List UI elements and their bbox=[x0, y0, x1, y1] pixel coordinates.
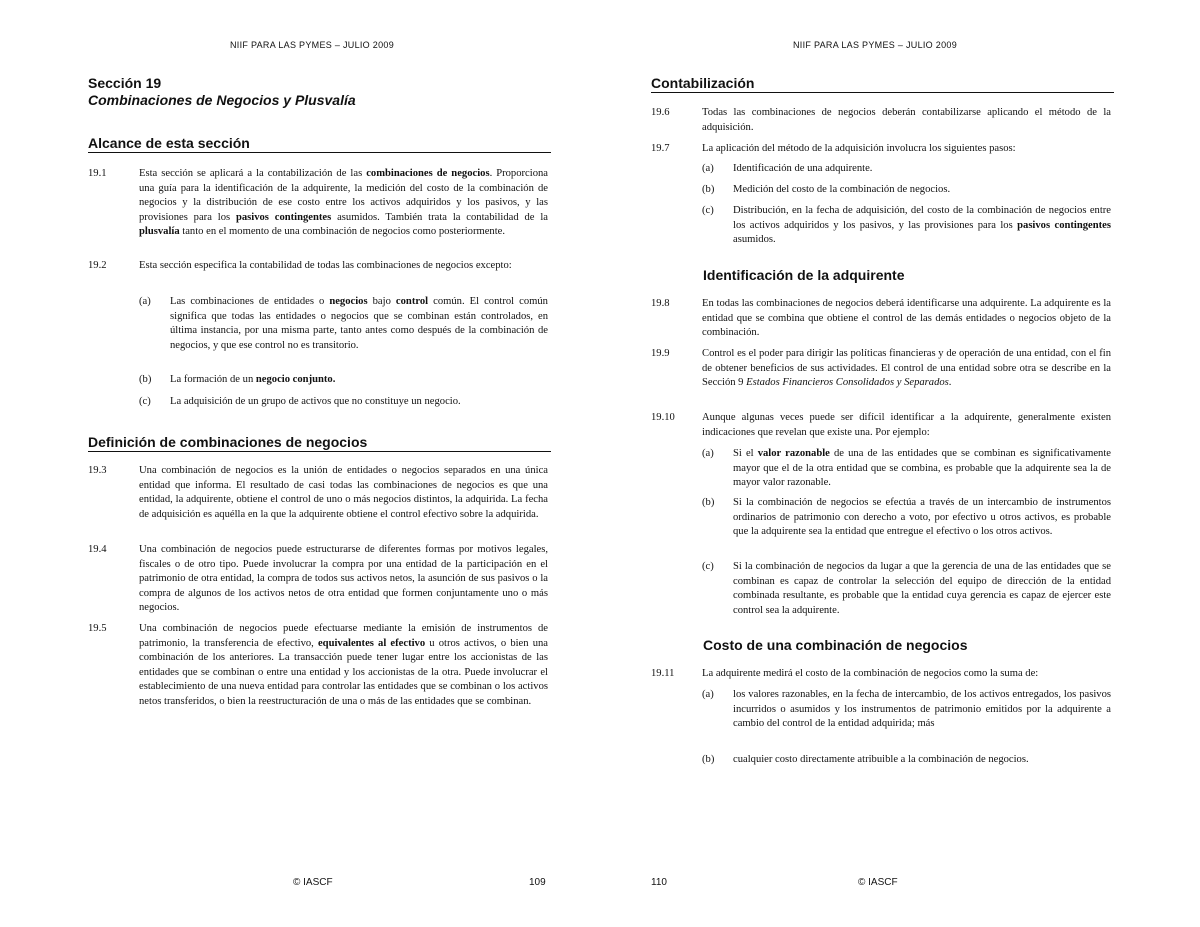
heading-contabilizacion: Contabilización bbox=[651, 75, 1114, 93]
subheading-identificacion: Identificación de la adquirente bbox=[703, 267, 905, 283]
paragraph-text: La adquirente medirá el costo de la combinación de negocios como la suma de: bbox=[702, 668, 1039, 679]
footer-copyright: © IASCF bbox=[293, 877, 333, 888]
list-text: La formación de un negocio conjunto. bbox=[170, 374, 336, 385]
paragraph-number: 19.3 bbox=[88, 465, 107, 476]
defined-term: plusvalía bbox=[139, 226, 180, 238]
list-item-19-2-a bbox=[139, 295, 548, 353]
list-item-19-7-c bbox=[702, 204, 1111, 248]
paragraph-text: Una combinación de negocios puede estructurarse de diferentes formas por motivos legales, fiscales o de otro tipo. Puede involucrar la compra por una entidad de la participación en el patrimonio de otra entidad, la compra de todos sus activos netos, la asunción de sus pasivos o la compra de algunos de los activos netos de otra entidad que formen conjuntamente uno o más negocios. bbox=[139, 544, 548, 614]
list-label: (a) bbox=[139, 296, 151, 307]
list-item-19-11-b bbox=[702, 753, 1111, 768]
list-text: Las combinaciones de entidades o negocios bajo control común. El control común significa que todas las entidades o negocios que se combinan están controlados, en última instancia, por una misma parte, tanto antes como después de la combinación de negocios, y que ese control no es transitorio. bbox=[170, 296, 548, 351]
subheading-costo: Costo de una combinación de negocios bbox=[703, 637, 968, 653]
list-text: cualquier costo directamente atribuible a la combinación de negocios. bbox=[733, 754, 1029, 765]
defined-term: combinaciones de negocios bbox=[366, 168, 490, 179]
defined-term: control bbox=[395, 296, 429, 307]
list-text: los valores razonables, en la fecha de intercambio, de los activos entregados, los pasivos incurridos o asumidos y los instrumentos de patrimonio emitidos por la adquirente a cambio del control de la entidad adquirida; más bbox=[733, 689, 1111, 730]
footer-copyright: © IASCF bbox=[858, 877, 898, 888]
defined-term: negocios bbox=[329, 296, 368, 307]
list-item-19-11-a bbox=[702, 688, 1111, 732]
paragraph-text: Aunque algunas veces puede ser difícil identificar a la adquirente, generalmente existen indicaciones que revelan que existe una. Por ejemplo: bbox=[702, 412, 1111, 438]
footer-page-number: 110 bbox=[651, 877, 667, 888]
paragraph-19-11 bbox=[651, 667, 1111, 682]
list-item-19-10-b bbox=[702, 496, 1111, 540]
paragraph-19-6 bbox=[651, 106, 1111, 135]
defined-term: valor razonable bbox=[757, 448, 830, 459]
section-number: Sección 19 bbox=[88, 75, 162, 91]
paragraph-number: 19.10 bbox=[651, 412, 675, 423]
paragraph-text: Una combinación de negocios es la unión de entidades o negocios separados en una única entidad que informa. El resultado de casi todas las combinaciones de negocios es que una entidad, la adquirente, obtiene el control de uno o más negocios distintos, la adquirida. La fecha de adquisición es aquélla en la que la adquirente obtiene el control efectivo sobre la adquirida. bbox=[139, 465, 548, 520]
defined-term: pasivos contingentes bbox=[235, 211, 332, 223]
list-label: (a) bbox=[702, 163, 714, 174]
list-text: Identificación de una adquirente. bbox=[733, 163, 873, 174]
paragraph-text: Esta sección se aplicará a la contabilización de las combinaciones de negocios. Proporciona una guía para la identificación de la adquirente, la medición del costo de la combinación de negocios y la distribución de ese costo entre los activos adquiridos y los pasivos, y las provisiones para los pasivos contingentes asumidos. También trata la contabilidad de la plusvalía tanto en el momento de una combinación de negocios como posteriormente. bbox=[139, 168, 548, 238]
section-title: Combinaciones de Negocios y Plusvalía bbox=[88, 92, 356, 108]
list-label: (b) bbox=[702, 497, 715, 508]
paragraph-number: 19.4 bbox=[88, 544, 107, 555]
list-item-19-2-b bbox=[139, 373, 548, 388]
paragraph-19-4 bbox=[88, 543, 548, 616]
paragraph-number: 19.1 bbox=[88, 168, 107, 179]
list-item-19-7-a bbox=[702, 162, 1111, 177]
paragraph-19-7 bbox=[651, 142, 1111, 157]
paragraph-text: Control es el poder para dirigir las políticas financieras y de operación de una entidad, con el fin de obtener beneficios de sus actividades. El control de una entidad sobre otra se describe en la Sección 9 Estados Financieros Consolidados y Separados. bbox=[702, 348, 1111, 389]
list-item-19-10-a bbox=[702, 447, 1111, 491]
list-text: Si la combinación de negocios se efectúa a través de un intercambio de instrumentos ordinarios de patrimonio con derecho a voto, por efectivo u otros activos, es probable que la adquirente sea la entidad que entregue el efectivo o los otros activos. bbox=[733, 497, 1111, 538]
heading-definicion: Definición de combinaciones de negocios bbox=[88, 434, 551, 452]
paragraph-19-10 bbox=[651, 411, 1111, 440]
list-text: La adquisición de un grupo de activos que no constituye un negocio. bbox=[170, 396, 461, 407]
list-text: Distribución, en la fecha de adquisición, del costo de la combinación de negocios entre los activos adquiridos y los pasivos, y las provisiones para los pasivos contingentes asumidos. bbox=[733, 205, 1111, 246]
defined-term: equivalentes al efectivo bbox=[317, 637, 426, 649]
right-page bbox=[600, 0, 1200, 927]
paragraph-19-5 bbox=[88, 622, 548, 710]
list-label: (c) bbox=[139, 396, 151, 407]
defined-term: pasivos contingentes bbox=[1017, 219, 1111, 231]
list-text: Medición del costo de la combinación de negocios. bbox=[733, 184, 951, 195]
standard-title: Estados Financieros Consolidados y Separados bbox=[746, 377, 949, 389]
paragraph-19-9 bbox=[651, 347, 1111, 391]
paragraph-number: 19.7 bbox=[651, 143, 670, 154]
paragraph-text: Todas las combinaciones de negocios deberán contabilizarse aplicando el método de la adquisición. bbox=[702, 107, 1111, 133]
paragraph-text: En todas las combinaciones de negocios deberá identificarse una adquirente. La adquirente es la entidad que se combina que obtiene el control de las demás entidades o negocios objeto de la combinación. bbox=[702, 298, 1111, 339]
list-label: (b) bbox=[139, 374, 152, 385]
paragraph-19-2 bbox=[88, 259, 548, 274]
list-item-19-2-c bbox=[139, 395, 548, 410]
paragraph-number: 19.5 bbox=[88, 623, 107, 634]
list-item-19-7-b bbox=[702, 183, 1111, 198]
list-label: (c) bbox=[702, 561, 714, 572]
list-label: (b) bbox=[702, 184, 715, 195]
paragraph-number: 19.11 bbox=[651, 668, 675, 679]
paragraph-number: 19.9 bbox=[651, 348, 670, 359]
paragraph-number: 19.6 bbox=[651, 107, 670, 118]
list-text: Si el valor razonable de una de las entidades que se combinan es significativamente mayor que el de la otra entidad que se combina, es probable que la adquirente sea la de mayor valor razonable. bbox=[733, 448, 1112, 489]
list-item-19-10-c bbox=[702, 560, 1111, 618]
list-label: (a) bbox=[702, 689, 714, 700]
paragraph-text: Una combinación de negocios puede efectuarse mediante la emisión de instrumentos de patrimonio, la transferencia de efectivo, equivalentes al efectivo u otros activos, o bien una combinación de los anteriores. La transacción puede tener lugar entre los accionistas de las entidades que se combinan o entre una entidad y los accionistas de la otra. Puede involucrar el establecimiento de una nueva entidad para controlar las entidades que se combinan o los activos netos transferidos, o bien la reestructuración de una o más de las entidades que se combinan. bbox=[139, 623, 548, 707]
paragraph-19-8 bbox=[651, 297, 1111, 341]
paragraph-text: La aplicación del método de la adquisición involucra los siguientes pasos: bbox=[702, 143, 1016, 154]
paragraph-number: 19.8 bbox=[651, 298, 670, 309]
paragraph-19-1 bbox=[88, 167, 548, 240]
defined-term: negocio conjunto. bbox=[255, 374, 336, 385]
list-label: (a) bbox=[702, 448, 714, 459]
footer-page-number: 109 bbox=[529, 877, 546, 888]
list-label: (b) bbox=[702, 754, 715, 765]
heading-alcance: Alcance de esta sección bbox=[88, 135, 551, 153]
list-label: (c) bbox=[702, 205, 714, 216]
list-text: Si la combinación de negocios da lugar a que la gerencia de una de las entidades que se combinan es capaz de controlar la selección del equipo de dirección de la entidad combinada resultante, es probable que la entidad cuya gerencia es capaz de ejercer este control sea la adquirente. bbox=[733, 561, 1111, 616]
running-header: NIIF PARA LAS PYMES – JULIO 2009 bbox=[230, 40, 394, 50]
paragraph-19-3 bbox=[88, 464, 548, 522]
paragraph-text: Esta sección especifica la contabilidad de todas las combinaciones de negocios excepto: bbox=[139, 260, 512, 271]
paragraph-number: 19.2 bbox=[88, 260, 107, 271]
running-header: NIIF PARA LAS PYMES – JULIO 2009 bbox=[793, 40, 957, 50]
